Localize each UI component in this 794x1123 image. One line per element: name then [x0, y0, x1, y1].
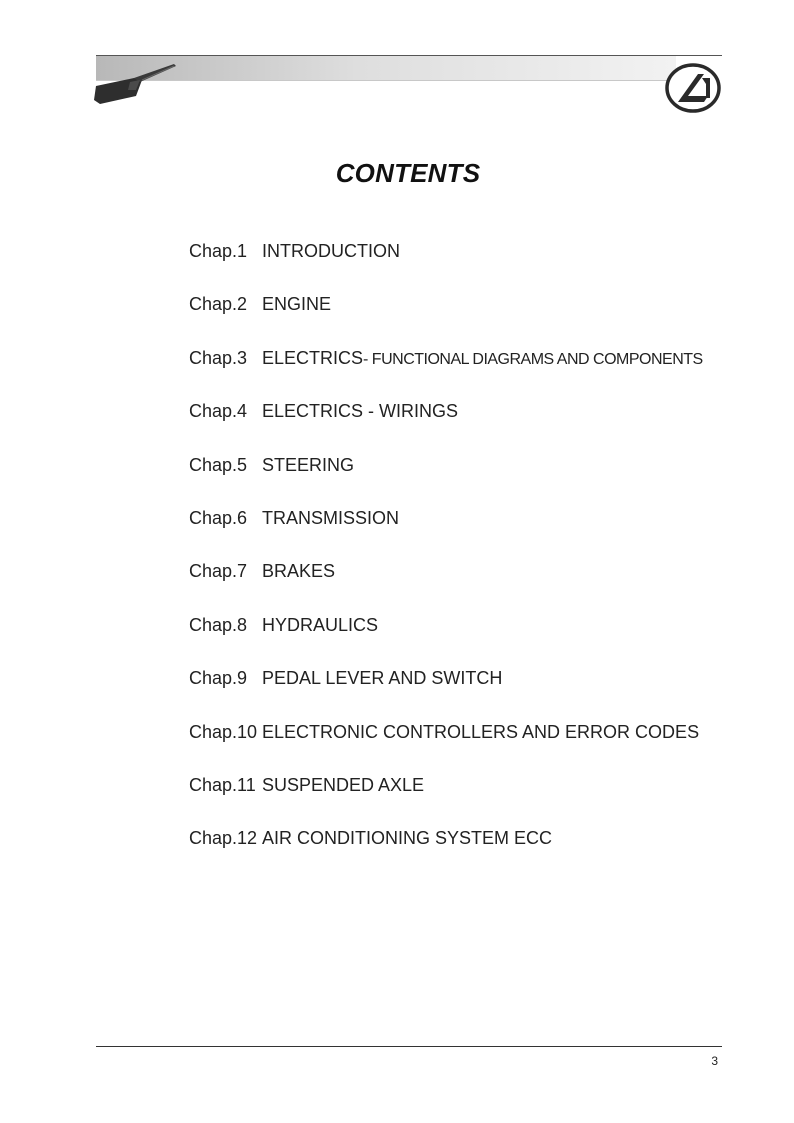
toc-chapter-number: Chap.4 — [189, 401, 248, 422]
toc-chapter-number: Chap.2 — [189, 294, 248, 315]
toc-chapter-number: Chap.12 — [189, 828, 258, 849]
toc-chapter-number: Chap.8 — [189, 614, 248, 635]
toc-item-chap-5 — [189, 455, 749, 508]
toc-chapter-title: INTRODUCTION — [262, 241, 400, 261]
pen-icon — [90, 60, 180, 110]
toc-chapter-number: Chap.1 — [189, 241, 248, 261]
toc-item-chap-12 — [189, 828, 749, 881]
toc-item-chap-2 — [189, 294, 749, 347]
toc-chapter-title: PEDAL LEVER AND SWITCH — [262, 668, 503, 689]
table-of-contents — [189, 241, 749, 882]
toc-chapter-subtitle: - FUNCTIONAL DIAGRAMS AND COMPONENTS — [363, 350, 703, 368]
header-band — [96, 56, 676, 80]
toc-item-chap-4 — [189, 401, 749, 454]
toc-chapter-number: Chap.11 — [189, 774, 256, 795]
toc-chapter-number: Chap.3 — [189, 347, 248, 368]
toc-chapter-number: Chap.9 — [189, 668, 248, 689]
toc-item-chap-7 — [189, 561, 749, 614]
toc-item-chap-10 — [189, 722, 749, 775]
page-title: CONTENTS — [335, 158, 481, 188]
toc-item-chap-6 — [189, 508, 749, 561]
toc-chapter-number: Chap.7 — [189, 561, 248, 582]
header-rule-bottom — [96, 80, 676, 81]
toc-chapter-title: STEERING — [262, 454, 355, 475]
toc-chapter-title: SUSPENDED AXLE — [262, 774, 425, 795]
toc-chapter-title: ELECTRICS - WIRINGS — [262, 401, 459, 422]
toc-chapter-title: AIR CONDITIONING SYSTEM ECC — [262, 828, 553, 849]
footer-rule — [96, 1046, 722, 1047]
toc-chapter-title: ELECTRONIC CONTROLLERS AND ERROR CODES — [262, 721, 700, 742]
toc-chapter-number: Chap.6 — [189, 507, 248, 528]
toc-item-chap-8 — [189, 615, 749, 668]
toc-chapter-title: ENGINE — [262, 294, 332, 315]
toc-item-chap-3 — [189, 348, 749, 401]
toc-chapter-title: ELECTRICS — [262, 347, 364, 368]
company-logo-icon — [664, 62, 722, 114]
page-number: 3 — [711, 1054, 718, 1068]
toc-chapter-number: Chap.5 — [189, 454, 248, 475]
toc-chapter-title: BRAKES — [262, 561, 336, 582]
toc-chapter-title: TRANSMISSION — [262, 507, 400, 528]
toc-item-chap-9 — [189, 668, 749, 721]
toc-item-chap-11 — [189, 775, 749, 828]
toc-item-chap-1 — [189, 241, 749, 294]
toc-chapter-title: HYDRAULICS — [262, 614, 379, 635]
toc-chapter-number: Chap.10 — [189, 721, 258, 742]
